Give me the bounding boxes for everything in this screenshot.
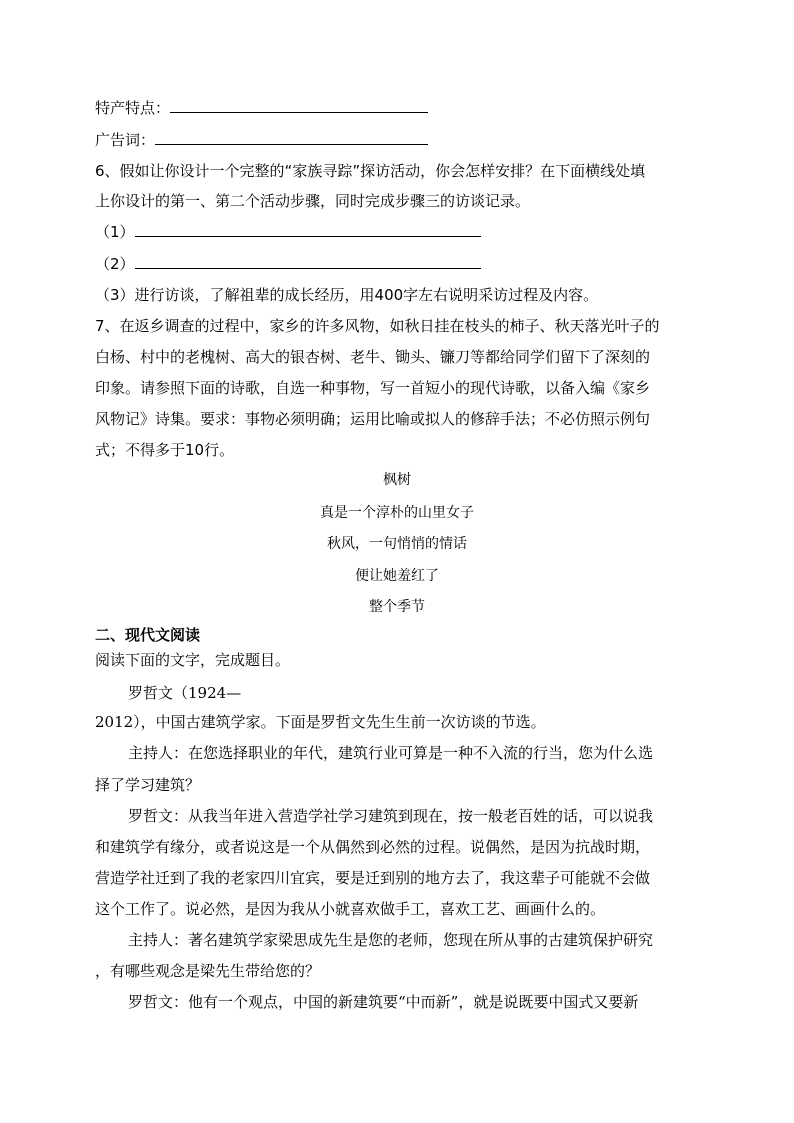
- article-q2a: 主持人：著名建筑学家梁思成先生是您的老师，您现在所从事的古建筑保护研究: [128, 931, 654, 949]
- article-a1b: 和建筑学有缘分，或者说这是一个从偶然到必然的过程。说偶然，是因为抗战时期，: [95, 838, 651, 856]
- poem-title: 枫树: [383, 472, 411, 488]
- q6-step1: [95, 221, 481, 242]
- ad-answer-blank[interactable]: [155, 130, 428, 145]
- q6-line2: 上你设计的第一、第二个活动步骤，同时完成步骤三的访谈记录。: [95, 192, 531, 210]
- article-a1a: 罗哲文：从我当年进入营造学社学习建筑到现在，按一般老百姓的话，可以说我: [128, 807, 654, 825]
- step1-label: （1）: [95, 223, 135, 241]
- article-a1d: 这个工作了。说必然，是因为我从小就喜欢做手工，喜欢工艺、画画什么的。: [95, 900, 606, 918]
- section2-instruction: 阅读下面的文字，完成题目。: [95, 651, 291, 669]
- section2-heading: 二、现代文阅读: [95, 626, 201, 644]
- poem-line4: 整个季节: [369, 599, 425, 615]
- q7-line2: 白杨、村中的老槐树、高大的银杏树、老牛、锄头、镰刀等都给同学们留下了深刻的: [95, 348, 651, 366]
- step2-answer-blank[interactable]: [135, 254, 481, 269]
- q6-step3: （3）进行访谈，了解祖辈的成长经历，用400字左右说明采访过程及内容。: [95, 286, 599, 304]
- q7-line5: 式；不得多于10行。: [95, 441, 235, 459]
- q7-line1: 7、在返乡调查的过程中，家乡的许多风物，如秋日挂在枝头的柿子、秋天落光叶子的: [95, 317, 660, 335]
- q6-step2: [95, 253, 481, 274]
- article-a1c: 营造学社迁到了我的老家四川宜宾，要是迁到别的地方去了，我这辈子可能就不会做: [95, 869, 651, 887]
- poem-line1: 真是一个淳朴的山里女子: [320, 505, 474, 521]
- q6-line1: 6、假如让你设计一个完整的“家族寻踪”探访活动，你会怎样安排？在下面横线处填: [95, 162, 646, 180]
- q7-line4: 风物记》诗集。要求：事物必须明确；运用比喻或拟人的修辞手法；不必仿照示例句: [95, 410, 651, 428]
- step2-label: （2）: [95, 255, 135, 273]
- q7-line3: 印象。请参照下面的诗歌，自选一种事物，写一首短小的现代诗歌，以备入编《家乡: [95, 379, 651, 397]
- article-q2b: ，有哪些观念是梁先生带给您的？: [95, 962, 321, 980]
- q5-specialty-line: [95, 97, 428, 118]
- article-p1b: 2012），中国古建筑学家。下面是罗哲文先生生前一次访谈的节选。: [95, 713, 546, 731]
- poem-line2: 秋风，一句悄悄的情话: [327, 536, 467, 552]
- article-q1b: 择了学习建筑？: [95, 776, 201, 794]
- article-p1a: 罗哲文（1924—: [128, 684, 242, 702]
- specialty-answer-blank[interactable]: [170, 98, 428, 113]
- article-a2a: 罗哲文：他有一个观点，中国的新建筑要“中而新”，就是说既要中国式又要新: [128, 993, 639, 1011]
- ad-label: 广告词：: [95, 131, 156, 149]
- article-q1a: 主持人：在您选择职业的年代，建筑行业可算是一种不入流的行当，您为什么选: [128, 744, 654, 762]
- step1-answer-blank[interactable]: [135, 222, 481, 237]
- poem-line3: 便让她羞红了: [355, 568, 439, 584]
- specialty-label: 特产特点：: [95, 99, 171, 117]
- q5-ad-line: [95, 129, 428, 150]
